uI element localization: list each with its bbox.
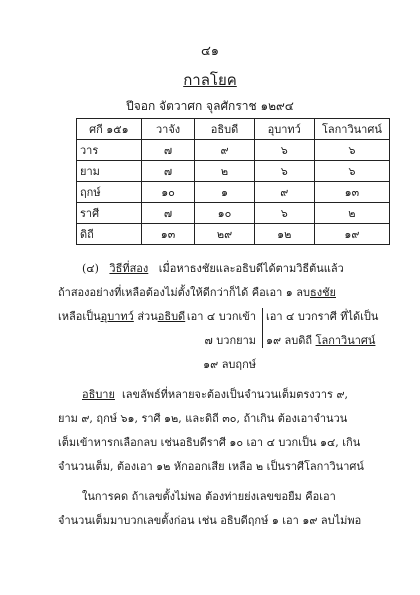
table-header: อธิบดี (195, 119, 254, 140)
example-left-3: ๑๙ ลบฤกษ์ (203, 358, 256, 371)
paragraph-heading: อธิบาย (82, 388, 115, 401)
table-cell: ๖ (314, 140, 389, 161)
paragraph-explanation-line-3: เต็มเข้าหารกเลือกลบ เช่นอธิบดีราศี ๑๐ เอา ๔ บวกเป็น ๑๔, เกิน (58, 436, 361, 449)
table-cell: ๙ (254, 182, 314, 203)
section-text: เมื่อหาธงชัยและอธิบดีได้ตามวิธีต้นแล้ว (158, 262, 344, 275)
example-right-tail: ที่ได้เป็น (340, 310, 379, 323)
table-cell: ๖ (254, 203, 314, 224)
table-row (77, 182, 390, 203)
example-right-bottom (266, 334, 375, 348)
table-header: ศกี ๑๕๑ (77, 119, 142, 140)
example-left-1: เอา ๔ บวกเข้า (186, 310, 256, 323)
example-right-pre: ๑๙ ลบดิถี (266, 334, 313, 347)
table-cell: ๗ (141, 161, 195, 182)
row-label: ฤกษ์ (77, 182, 142, 203)
table-header: โลกาวินาศน์ (314, 119, 389, 140)
section-text: ถ้าสองอย่างที่เหลือต้องไม่ตั้งให้ดีกว่าก็ได้ คือเอา ๑ ลบ (58, 286, 310, 299)
table-cell: ๑๐ (141, 182, 195, 203)
paragraph-borrow-line-1: ในการคด ถ้าเลขตั้งไม่พอ ต้องท่ายย่งเลขขอยืม คือเอา (82, 490, 336, 503)
example-right-top (266, 310, 378, 324)
table-cell: ๙ (195, 140, 254, 161)
table-cell: ๑ (195, 182, 254, 203)
table-cell: ๖ (314, 161, 389, 182)
paragraph-explanation-line-2: ยาม ๙, ฤกษ์ ๖๑, ราศี ๑๒, และดิถี ๓๐, ถ้าเกิน ต้องเอาจำนวน (58, 412, 348, 425)
table-cell: ๑๓ (314, 182, 389, 203)
section-number: (๔) (82, 262, 99, 275)
page-subtitle: ปีจอก จัตวาศก จุลศักราช ๑๒๙๔ (126, 99, 294, 113)
section-text: เหลือเป็น (58, 310, 101, 323)
table-cell: ๗ (141, 140, 195, 161)
kalayoga-table (76, 118, 390, 245)
paragraph-explanation-line-1 (82, 388, 348, 402)
section-heading-line (82, 262, 344, 276)
row-label: ยาม (77, 161, 142, 182)
table-row (77, 224, 390, 245)
section-emphasis: อุบาทว์ (100, 310, 134, 323)
example-right-text: เอา ๔ บวกราศี (266, 310, 337, 323)
table-cell: ๒ (314, 203, 389, 224)
page-number: ๔๑ (200, 44, 220, 59)
table-row (77, 140, 390, 161)
table-header-row (77, 119, 390, 140)
table-row (77, 203, 390, 224)
table-cell: ๖ (254, 161, 314, 182)
example-right-emphasis: โลกาวินาศน์ (315, 334, 376, 347)
section-emphasis: อธิบดี (157, 310, 186, 323)
example-divider (262, 308, 263, 348)
table-cell: ๒ (195, 161, 254, 182)
table-cell: ๗ (141, 203, 195, 224)
table-cell: ๑๒ (254, 224, 314, 245)
section-heading: วิธีที่สอง (109, 262, 149, 275)
table-header: อุบาทว์ (254, 119, 314, 140)
example-left-2: ๗ บวกยาม (204, 334, 256, 347)
section-emphasis: ธงชัย (309, 286, 336, 299)
paragraph-borrow-line-2: จำนวนเต็มมาบวกเลขตั้งก่อน เช่น อธิบดีฤกษ์ ๑ เอา ๑๙ ลบไม่พอ (58, 514, 362, 527)
table-cell: ๒๙ (195, 224, 254, 245)
table-cell: ๖ (254, 140, 314, 161)
row-label: ดิถี (77, 224, 142, 245)
table-cell: ๑๙ (314, 224, 389, 245)
page-title: กาลโยค (183, 71, 237, 89)
section-line-3 (58, 310, 185, 324)
table-header: วาจัง (141, 119, 195, 140)
table-row (77, 161, 390, 182)
table-cell: ๑๐ (195, 203, 254, 224)
row-label: ราศี (77, 203, 142, 224)
paragraph-explanation-line-4: จำนวนเต็ม, ต้องเอา ๑๒ หักออกเสีย เหลือ ๒ เป็นราศีโลกาวินาศน์ (58, 460, 364, 473)
section-line-2 (58, 286, 336, 300)
paragraph-text: เลขลัพธ์ที่หลายจะต้องเป็นจำนวนเต็มตรงวาร ๙, (121, 388, 348, 401)
row-label: วาร (77, 140, 142, 161)
table-cell: ๑๓ (141, 224, 195, 245)
section-text: ส่วน (133, 310, 158, 323)
